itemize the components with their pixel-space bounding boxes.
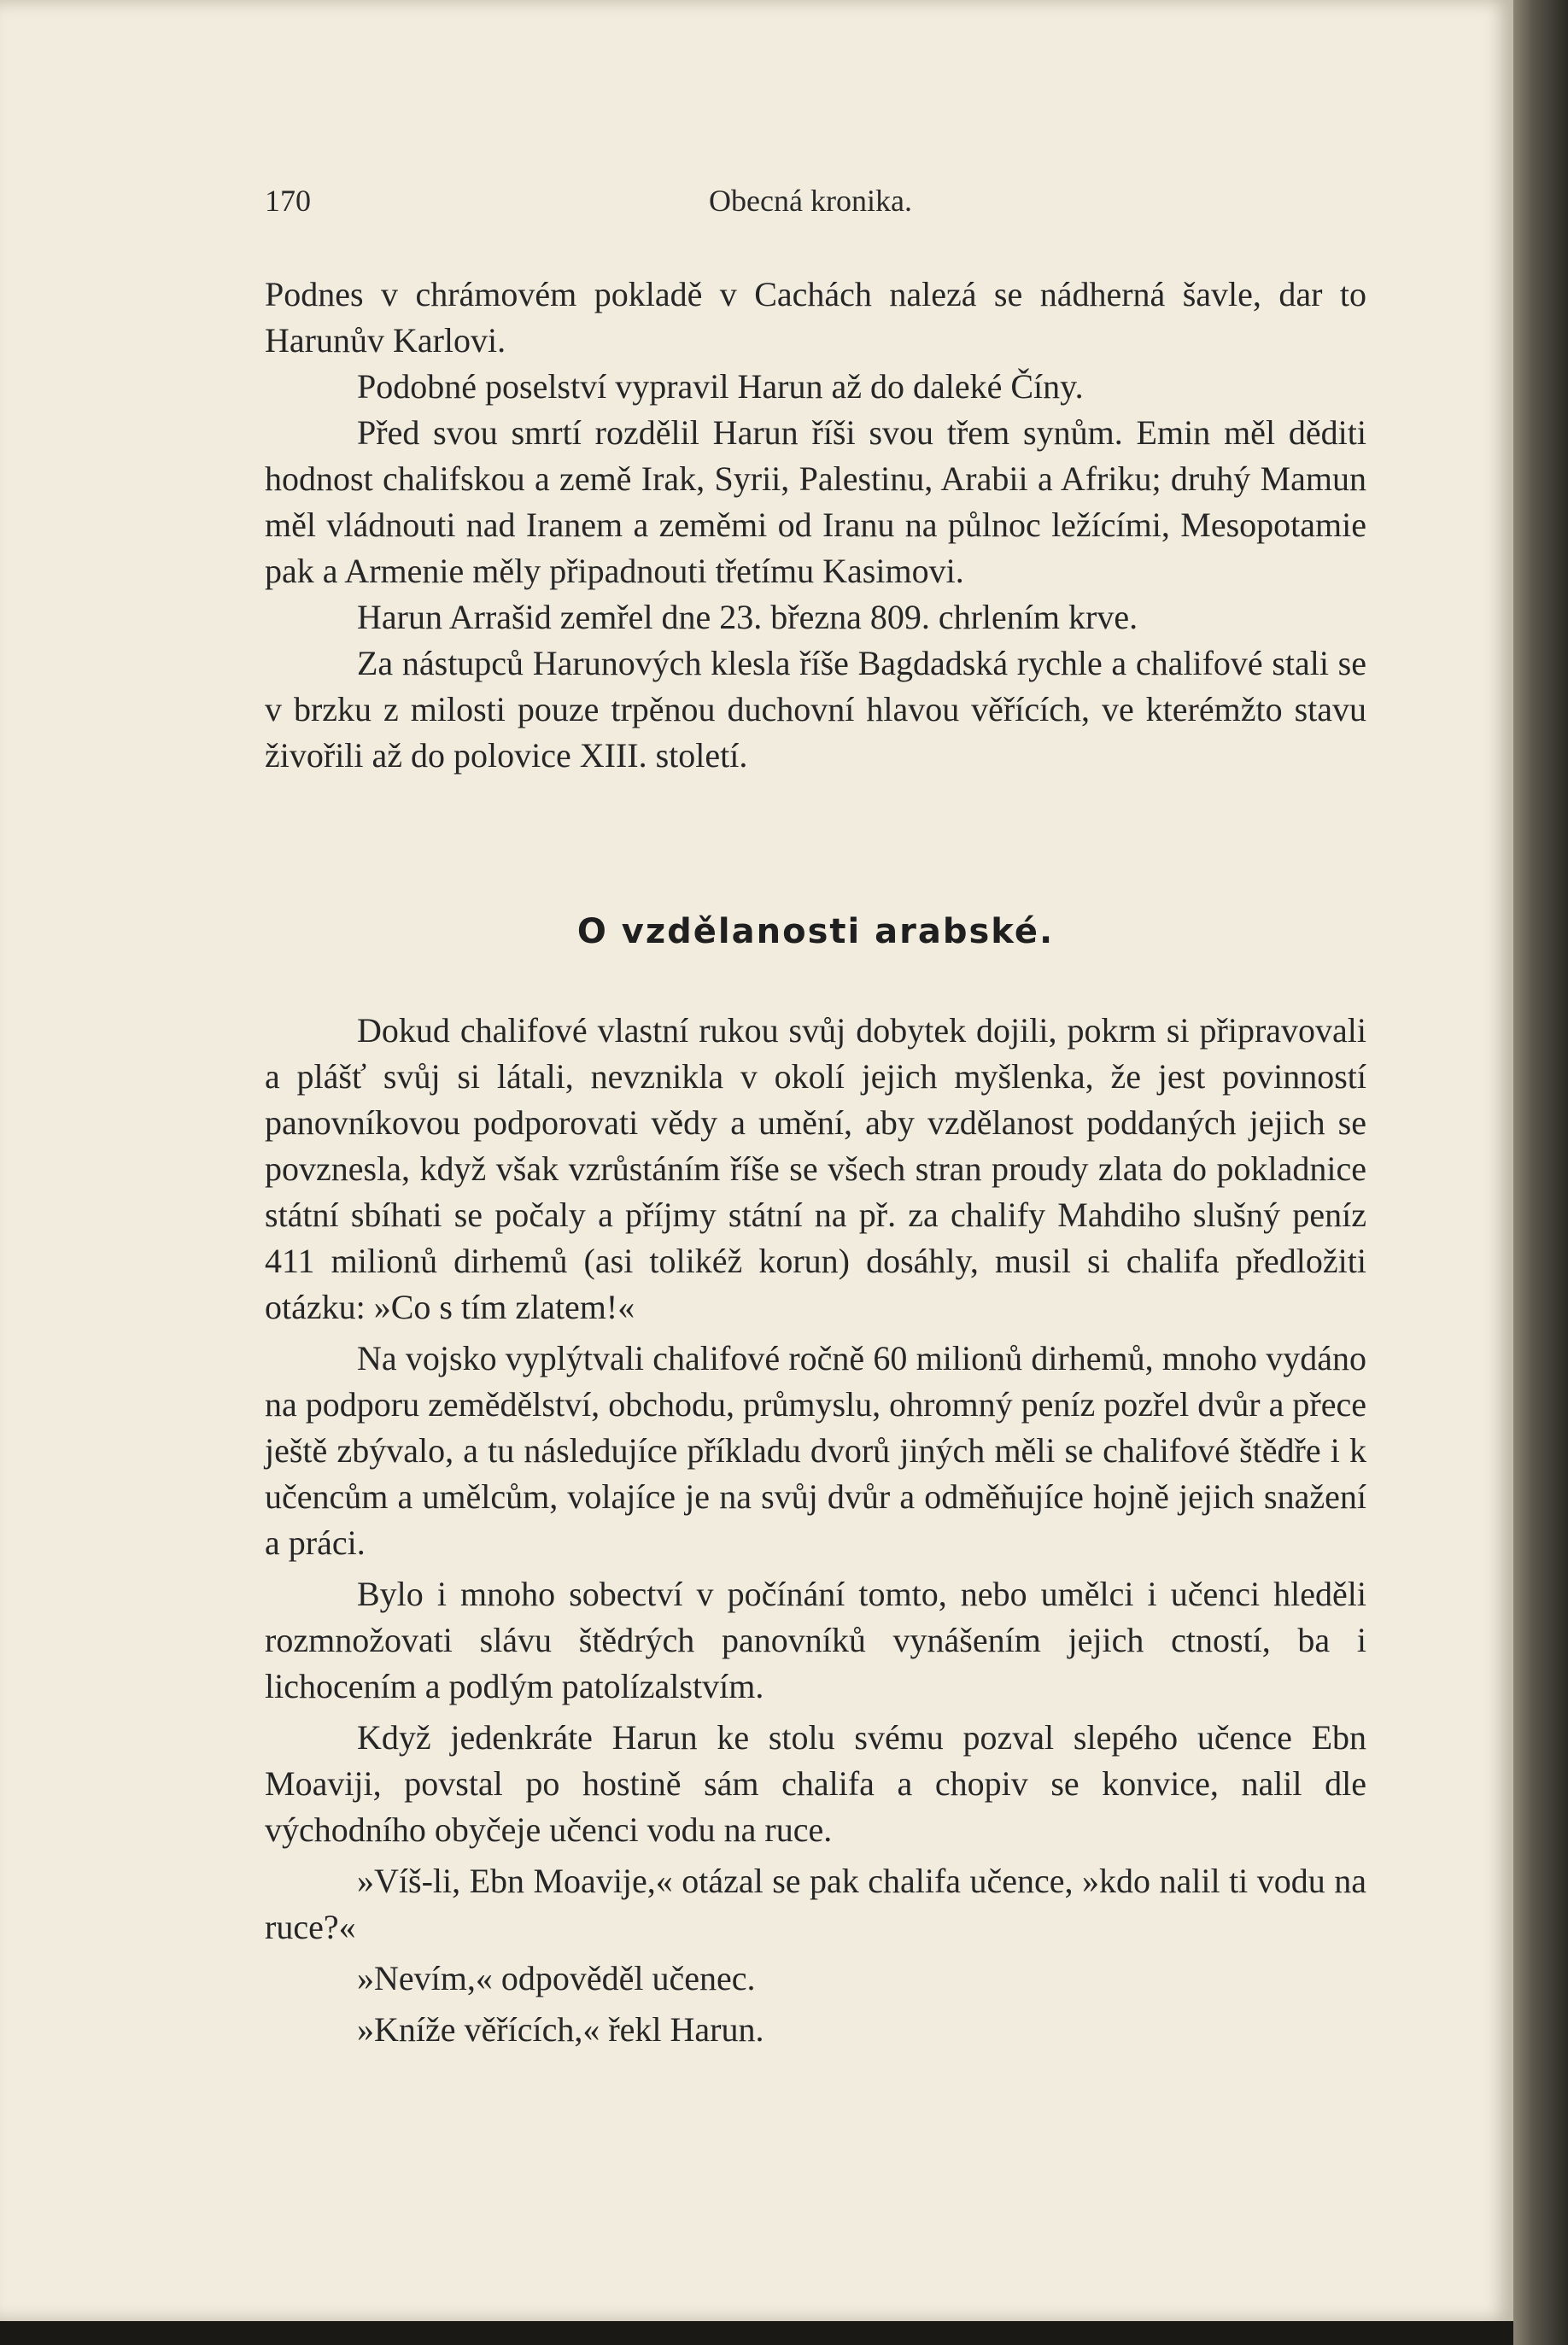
paragraph: Harun Arrašid zemřel dne 23. března 809. chrlením krve. (357, 598, 1138, 636)
paragraph: Dokud chalifové vlastní rukou svůj dobytek dojili, pokrm si připravovali a plášť svůj si látali, nevznikla v okolí jejich myšlenka, že jest povinností panovníkovou podporovati vědy a umění, aby vzdělanost poddaných jejich se povznesla, když však vzrůstáním říše se všech stran proudy zlata do pokladnice státní sbíhati se počaly a příjmy státní na př. za chalify Mahdiho slušný peníz 411 milionů dirhemů (asi tolikéž korun) dosáhly, musil si chalifa předložiti otázku: »Co s tím zlatem!« (265, 1011, 1366, 1326)
lower-text-block (265, 1008, 1366, 2053)
running-title: Obecná kronika. (709, 184, 912, 218)
section-heading: O vzdělanosti arabské. (576, 912, 1055, 951)
paragraph: Za nástupců Harunových klesla říše Bagdadská rychle a chalifové stali se v brzku z milosti pouze trpěnou duchovní hlavou věřících, ve kterémžto stavu živořili až do polovice XIII. století. (265, 644, 1366, 775)
paragraph: Na vojsko vyplýtvali chalifové ročně 60 milionů dirhemů, mnoho vydáno na podporu zemědělství, obchodu, průmyslu, ohromný peníz pozřel dvůr a přece ještě zbývalo, a tu následujíce příkladu dvorů jiných měli se chalifové štědře i k učencům a umělcům, volajíce je na svůj dvůr a odměňujíce hojně jejich snažení a práci. (265, 1339, 1366, 1562)
paragraph: Podnes v chrámovém pokladě v Cachách nalezá se nádherná šavle, dar to Harunův Karlovi. (265, 275, 1366, 360)
book-gutter (1513, 0, 1568, 2345)
upper-text-block (265, 272, 1366, 779)
paragraph: »Kníže věřících,« řekl Harun. (357, 2010, 764, 2049)
page-number: 170 (265, 184, 311, 218)
paragraph: Podobné poselství vypravil Harun až do daleké Číny. (357, 367, 1084, 406)
paragraph: »Nevím,« odpověděl učenec. (357, 1959, 756, 1997)
paragraph: Bylo i mnoho sobectví v počínání tomto, nebo umělci i učenci hleděli rozmnožovati slávu štědrých panovníků vynášením jejich ctností, ba i lichocením a podlým patolízalstvím. (265, 1575, 1366, 1705)
page-header (265, 183, 1356, 225)
paragraph: »Víš-li, Ebn Moavije,« otázal se pak chalifa učence, »kdo nalil ti vodu na ruce?« (265, 1862, 1366, 1946)
paragraph: Když jedenkráte Harun ke stolu svému pozval slepého učence Ebn Moaviji, povstal po hostině sám chalifa a chopiv se konvice, nalil dle východního obyčeje učenci vodu na ruce. (265, 1718, 1366, 1849)
paragraph: Před svou smrtí rozdělil Harun říši svou třem synům. Emin měl děditi hodnost chalifskou a země Irak, Syrii, Palestinu, Arabii a Afriku; druhý Mamun měl vládnouti nad Iranem a zeměmi od Iranu na půlnoc ležícími, Mesopotamie pak a Armenie měly připadnouti třetímu Kasimovi. (265, 413, 1366, 590)
